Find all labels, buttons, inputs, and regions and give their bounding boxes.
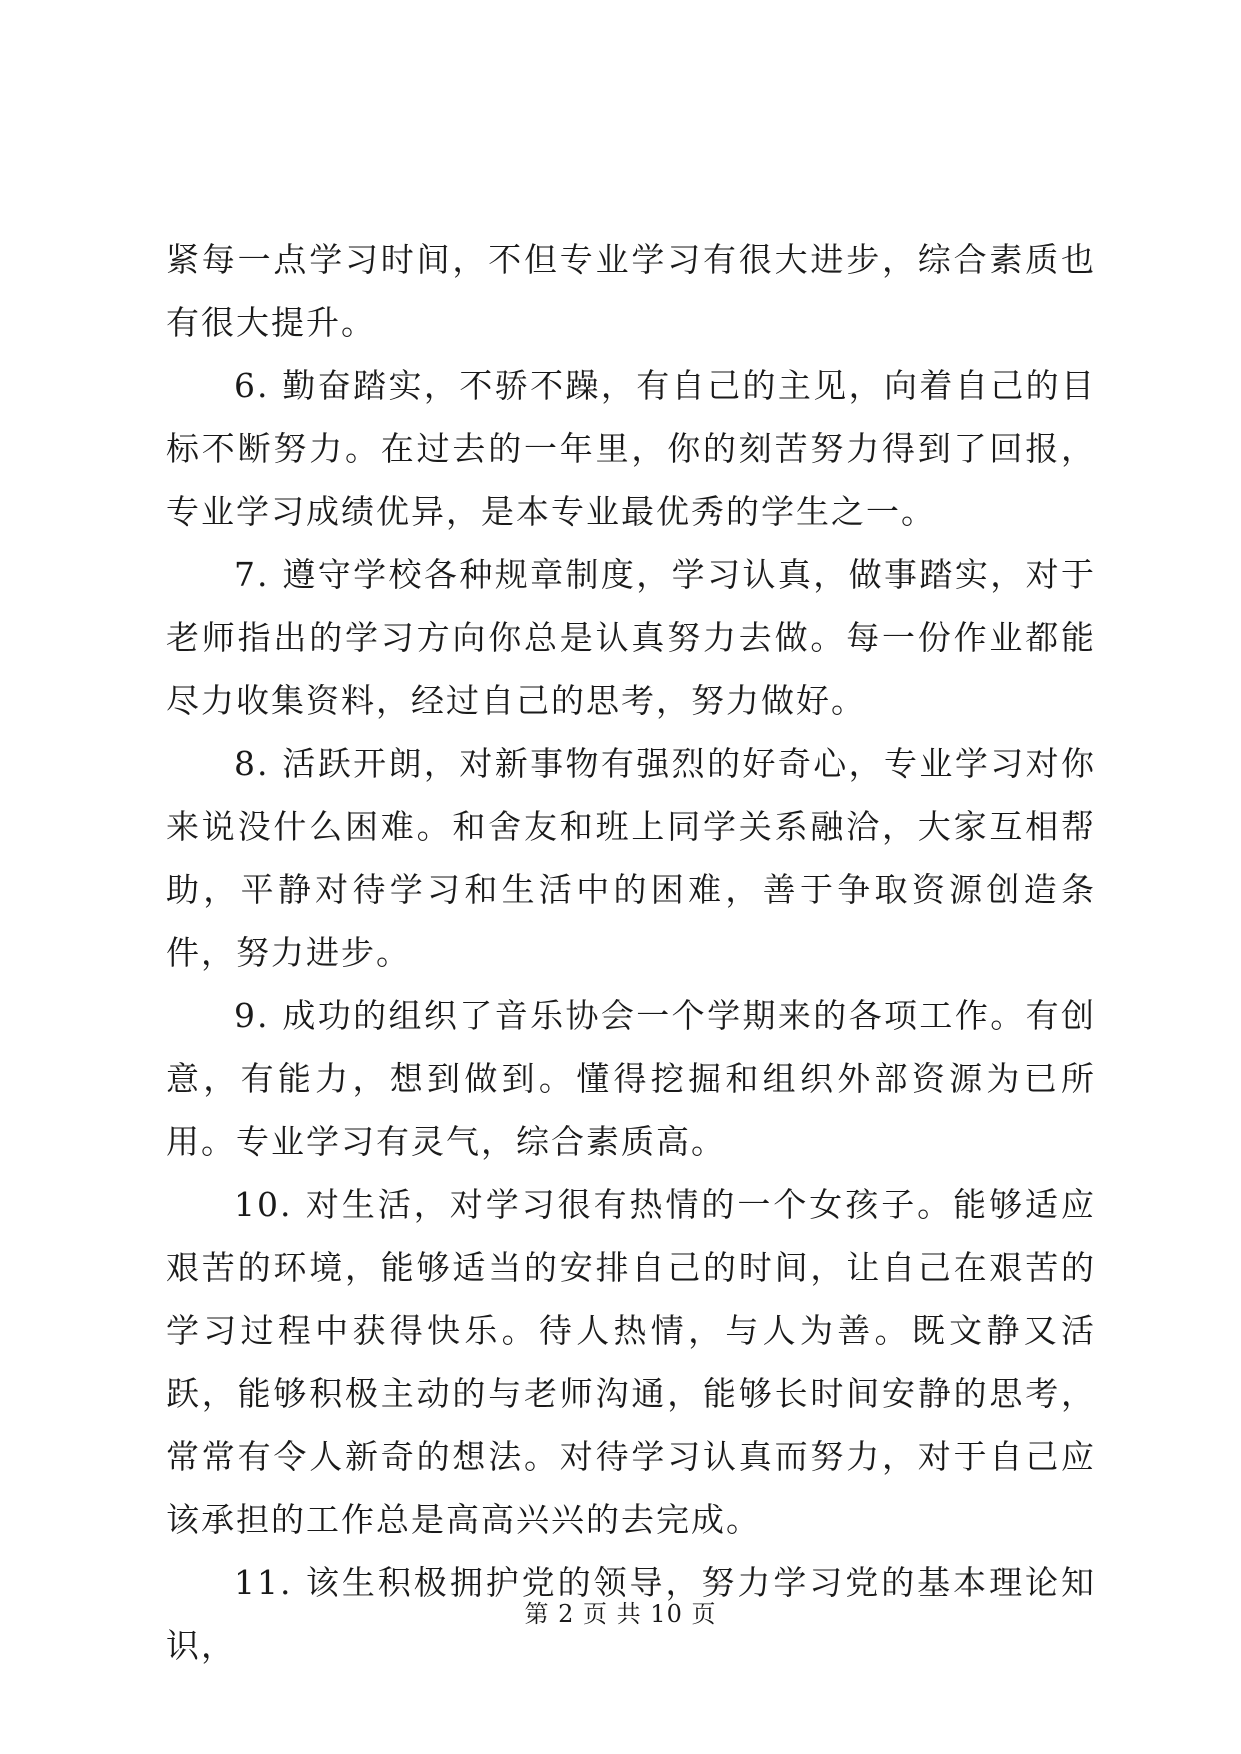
paragraph-item-9: 9. 成功的组织了音乐协会一个学期来的各项工作。有创意，有能力，想到做到。懂得挖掘和组织外部资源为已所用。专业学习有灵气，综合素质高。 bbox=[166, 996, 1096, 1161]
paragraph-item-10: 10. 对生活，对学习很有热情的一个女孩子。能够适应艰苦的环境，能够适当的安排自己的时间，让自己在艰苦的学习过程中获得快乐。待人热情，与人为善。既文静又活跃，能够积极主动的与老师沟通，能够长时间安静的思考，常常有令人新奇的想法。对待学习认真而努力，对于自己应该承担的工作总是高高兴兴的去完成。 bbox=[166, 1185, 1096, 1539]
paragraph-continuation: 紧每一点学习时间，不但专业学习有很大进步，综合素质也有很大提升。 bbox=[166, 240, 1096, 342]
document-body bbox=[166, 228, 1096, 1677]
paragraph-item-11: 11. 该生积极拥护党的领导，努力学习党的基本理论知识， bbox=[166, 1563, 1096, 1665]
paragraph-item-8: 8. 活跃开朗，对新事物有强烈的好奇心，专业学习对你来说没什么困难。和舍友和班上同学关系融洽，大家互相帮助，平静对待学习和生活中的困难，善于争取资源创造条件，努力进步。 bbox=[166, 744, 1096, 972]
page-number-footer: 第 2 页 共 10 页 bbox=[524, 1600, 717, 1628]
paragraph-item-6: 6. 勤奋踏实，不骄不躁，有自己的主见，向着自己的目标不断努力。在过去的一年里，你的刻苦努力得到了回报，专业学习成绩优异，是本专业最优秀的学生之一。 bbox=[166, 366, 1096, 531]
paragraph-item-7: 7. 遵守学校各种规章制度，学习认真，做事踏实，对于老师指出的学习方向你总是认真努力去做。每一份作业都能尽力收集资料，经过自己的思考，努力做好。 bbox=[166, 555, 1096, 720]
